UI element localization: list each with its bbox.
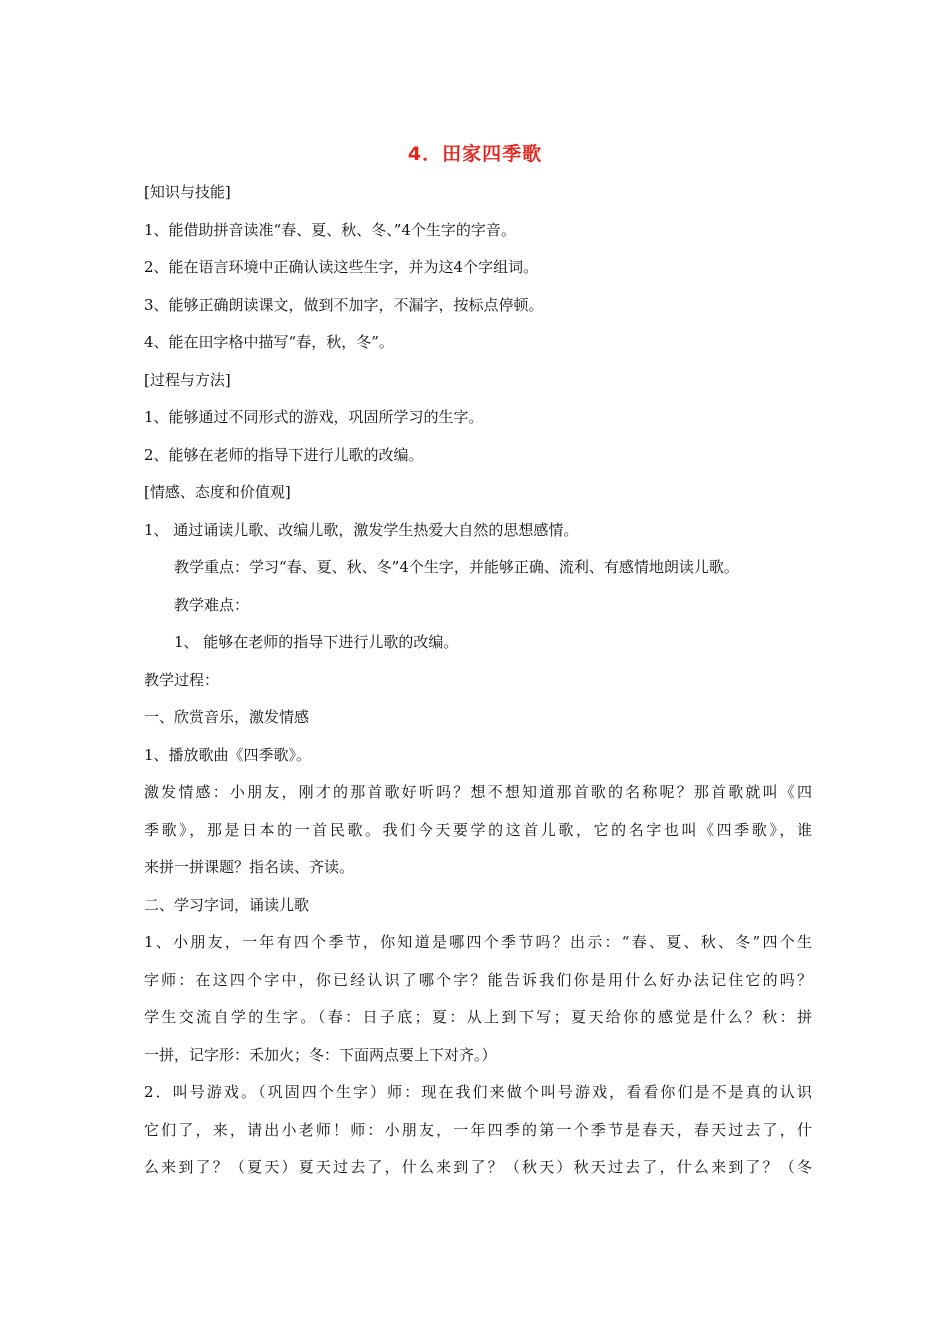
- paragraph-line: 字师：在这四个字中，你已经认识了哪个字？能告诉我们你是用什么好办法记住它的吗？: [144, 970, 812, 989]
- paragraph-line: 2、能在语言环境中正确认读这些生字，并为这4个字组词。: [144, 258, 539, 276]
- section-heading-knowledge: [知识与技能]: [144, 183, 231, 201]
- teaching-focus-line: 教学重点：学习“春、夏、秋、冬”4个生字，并能够正确、流利、有感情地朗读儿歌。: [174, 558, 739, 576]
- section-heading-step-one: 一、欣赏音乐，激发情感: [144, 708, 310, 726]
- paragraph-line: 激发情感：小朋友，刚才的那首歌好听吗？想不想知道那首歌的名称呢？那首歌就叫《四: [144, 783, 812, 801]
- paragraph-line: 来拼一拼课题？指名读、齐读。: [144, 858, 355, 876]
- paragraph-line: 么来到了？（夏天）夏天过去了，什么来到了？（秋天）秋天过去了，什么来到了？（冬: [144, 1158, 812, 1176]
- teaching-difficulty-heading: 教学难点：: [174, 595, 250, 614]
- paragraph-line: 4、能在田字格中描写“春，秋，冬”。: [144, 333, 394, 351]
- section-heading-emotion: [情感、态度和价值观]: [144, 483, 291, 501]
- paragraph-line: 2、能够在老师的指导下进行儿歌的改编。: [144, 445, 424, 464]
- teaching-process-heading: 教学过程：: [144, 670, 220, 689]
- paragraph-line: 1、 能够在老师的指导下进行儿歌的改编。: [174, 633, 459, 651]
- section-heading-process: [过程与方法]: [144, 370, 231, 389]
- paragraph-line: 1、能够通过不同形式的游戏，巩固所学习的生字。: [144, 408, 484, 426]
- paragraph-line: 季歌》，那是日本的一首民歌。我们今天要学的这首儿歌，它的名字也叫《四季歌》，谁: [144, 820, 812, 839]
- paragraph-line: 1、能借助拼音读准“春、夏、秋、冬、”4个生字的字音。: [144, 220, 516, 239]
- paragraph-line: 它们了，来，请出小老师！师：小朋友，一年四季的第一个季节是春天，春天过去了，什: [144, 1120, 812, 1139]
- document-body: [144, 174, 812, 1187]
- paragraph-line: 学生交流自学的生字。（春：日子底；夏：从上到下写；夏天给你的感觉是什么？秋：拼: [144, 1008, 812, 1026]
- paragraph-line: 1、小朋友，一年有四个季节，你知道是哪四个季节吗？出示：“春、夏、秋、冬”四个生: [144, 933, 812, 951]
- document-title: 4．田家四季歌: [407, 143, 543, 165]
- paragraph-line: 3、能够正确朗读课文，做到不加字，不漏字，按标点停顿。: [144, 295, 544, 314]
- section-heading-step-two: 二、学习字词，诵读儿歌: [144, 895, 310, 914]
- paragraph-line: 1、 通过诵读儿歌、改编儿歌，激发学生热爱大自然的思想感情。: [144, 520, 579, 539]
- paragraph-line: 一拼，记字形：禾加火；冬：下面两点要上下对齐。）: [144, 1045, 497, 1064]
- paragraph-line: 2．叫号游戏。（巩固四个生字）师：现在我们来做个叫号游戏，看看你们是不是真的认识: [144, 1083, 812, 1101]
- paragraph-line: 1、播放歌曲《四季歌》。: [144, 745, 312, 764]
